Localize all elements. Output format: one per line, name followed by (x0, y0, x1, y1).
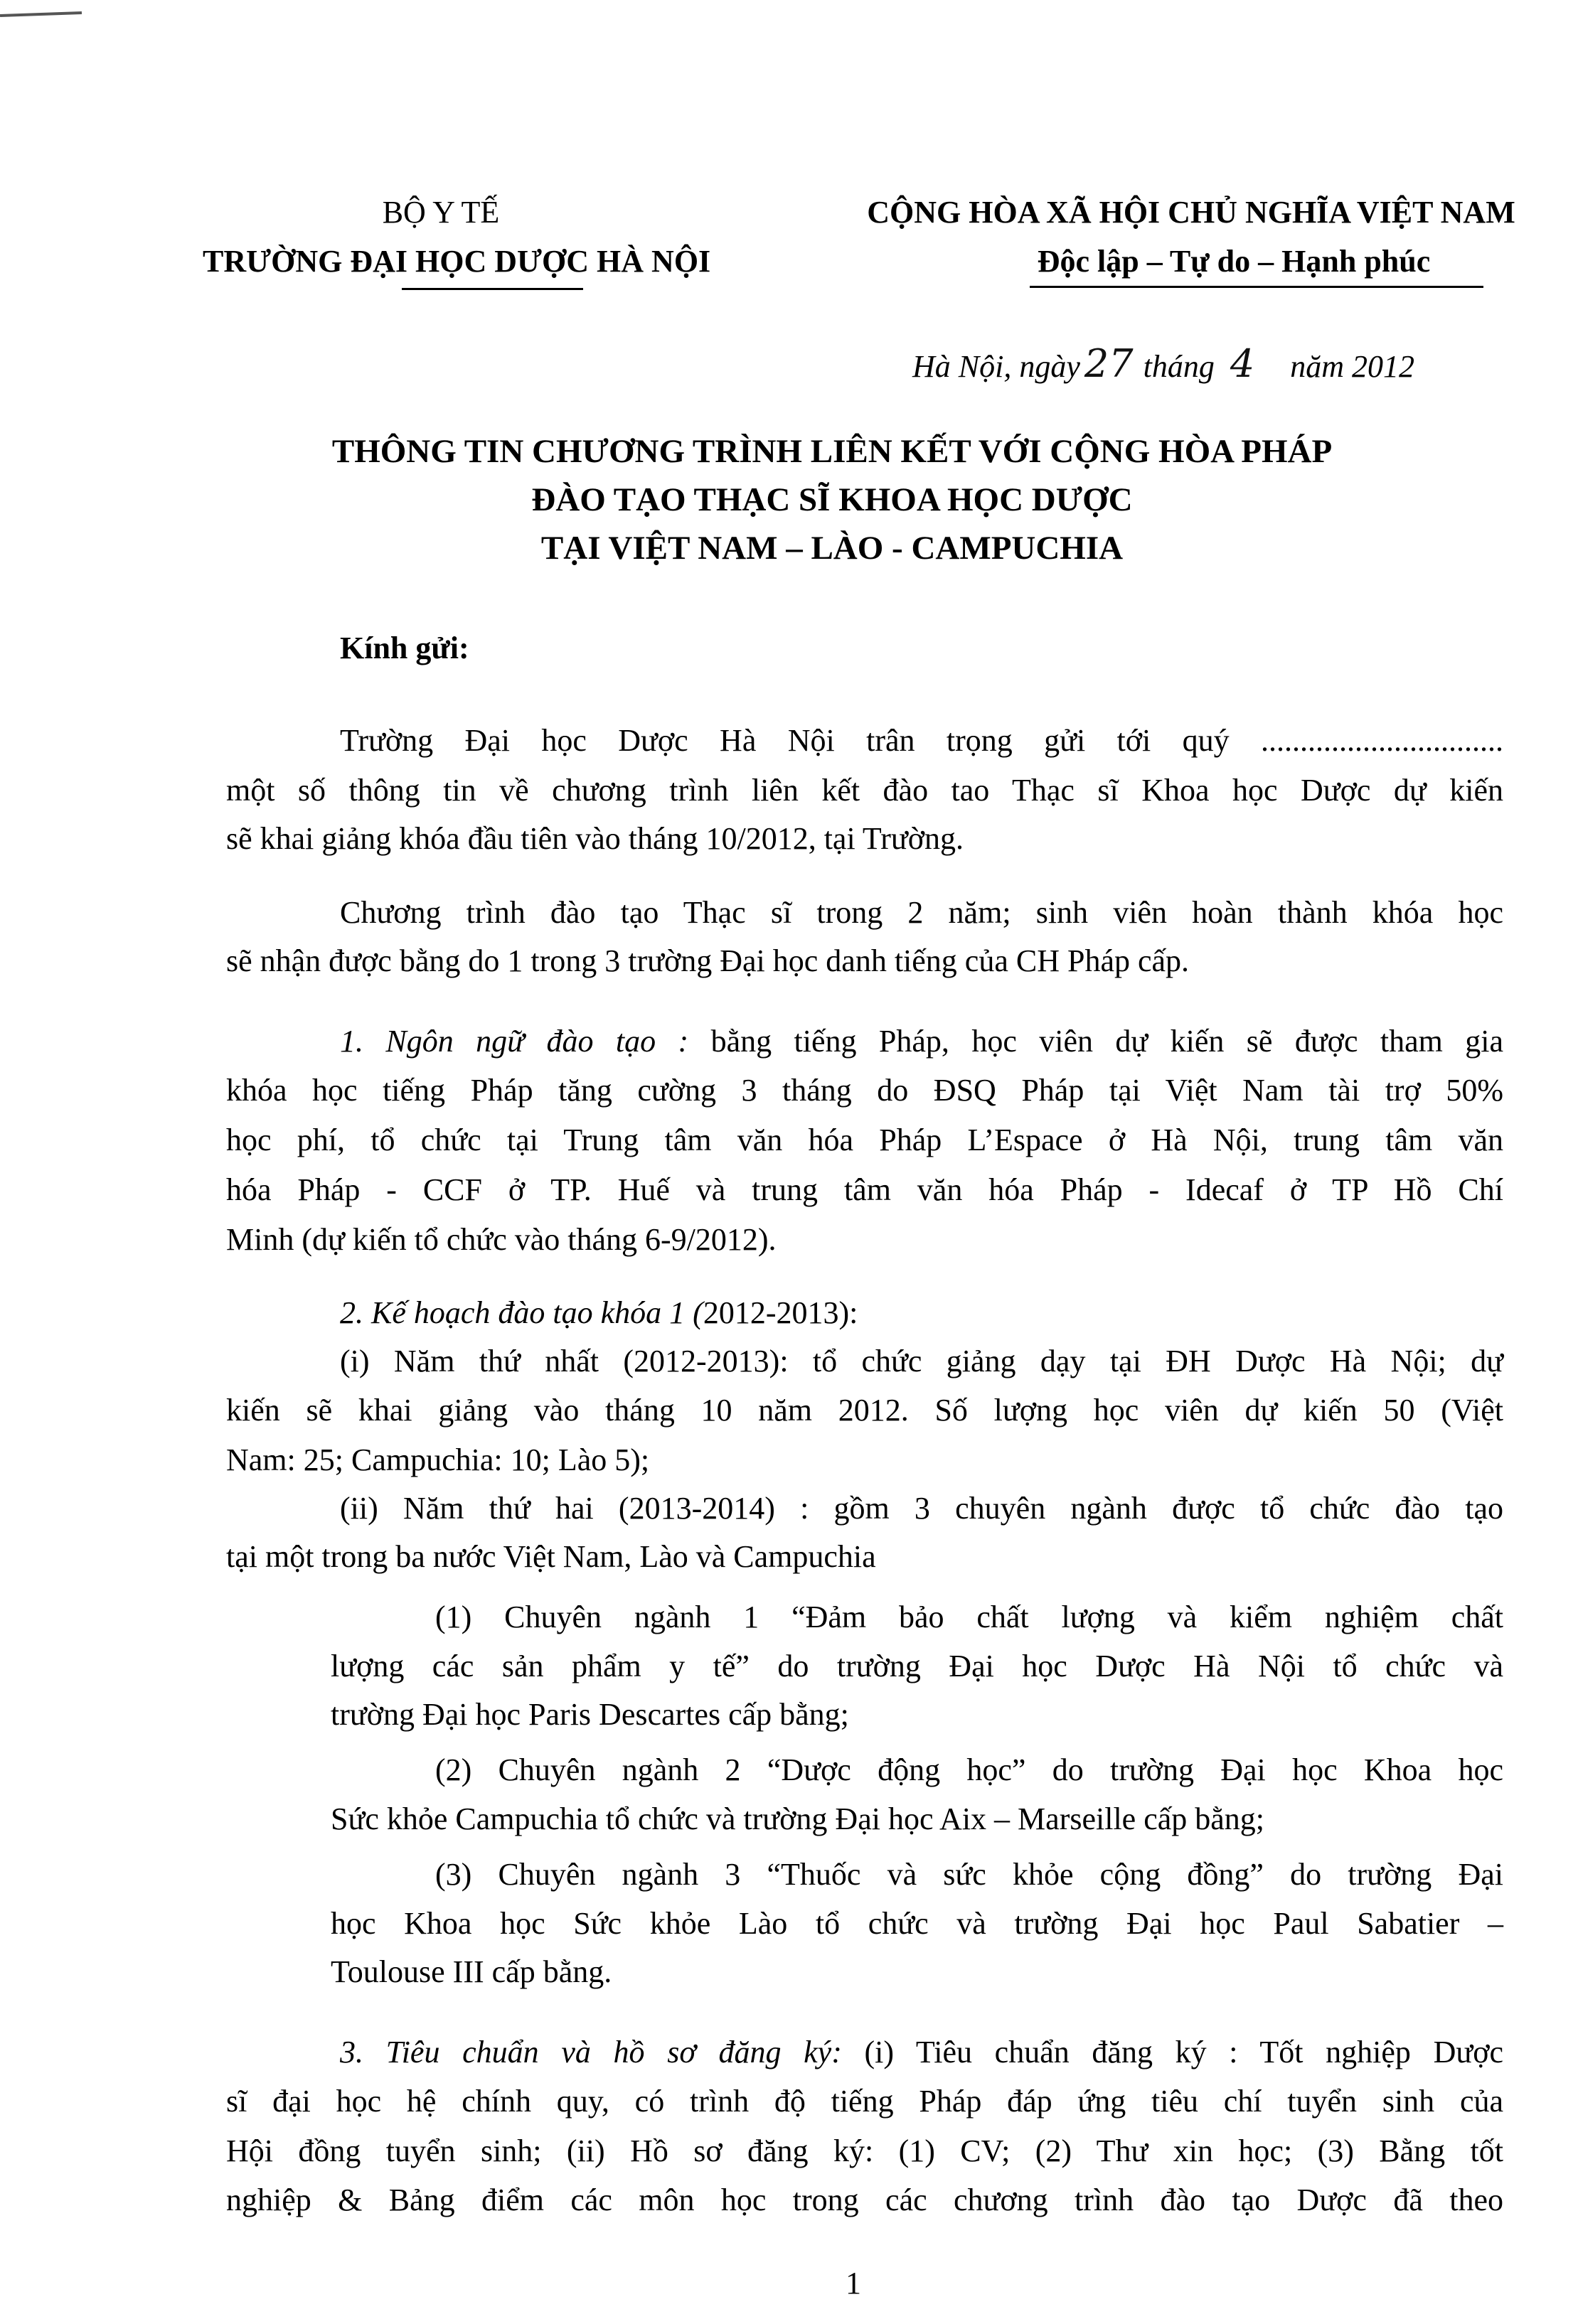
section2-year1-line-1: (i) Năm thứ nhất (2012-2013): tổ chức giảng dạy tại ĐH Dược Hà Nội; dự (340, 1344, 1503, 1378)
section2-year1-line-3: Nam: 25; Campuchia: 10; Lào 5); (226, 1442, 650, 1477)
date-day-handwritten: 27 (1084, 341, 1134, 386)
date-year: năm 2012 (1290, 349, 1414, 384)
scan-artifact-line (0, 11, 82, 17)
salutation: Kính gửi: (340, 631, 469, 665)
specialty-1-line-3: trường Đại học Paris Descartes cấp bằng; (331, 1697, 849, 1732)
section2-heading: 2. Kế hoạch đào tạo khóa 1 ( (340, 1295, 703, 1330)
section3-line-2: sĩ đại học hệ chính quy, có trình độ tiếng Pháp đáp ứng tiêu chí tuyển sinh của (226, 2084, 1503, 2119)
section3-heading: 3. Tiêu chuẩn và hồ sơ đăng ký: (340, 2035, 842, 2069)
specialty-2-line-1: (2) Chuyên ngành 2 “Dược động học” do trường Đại học Khoa học (435, 1752, 1503, 1787)
date-month-label: tháng (1143, 349, 1215, 384)
section3-line-4: nghiệp & Bảng điểm các môn học trong các chương trình đào tạo Dược đã theo (226, 2183, 1503, 2217)
section1-line-1 (340, 1026, 1503, 1057)
specialty-2-line-2: Sức khỏe Campuchia tổ chức và trường Đại học Aix – Marseille cấp bằng; (331, 1801, 1265, 1836)
specialty-1-line-2: lượng các sản phẩm y tế” do trường Đại học Dược Hà Nội tổ chức và (331, 1649, 1503, 1683)
para1-line-2: một số thông tin về chương trình liên kết đào tao Thạc sĩ Khoa học Dược dự kiến (226, 773, 1503, 808)
document-title-line-2: ĐÀO TẠO THẠC SĨ KHOA HỌC DƯỢC (531, 481, 1133, 518)
section2-year1-line-2: kiến sẽ khai giảng vào tháng 10 năm 2012. Số lượng học viên dự kiến 50 (Việt (226, 1393, 1503, 1428)
specialty-1-line-1: (1) Chuyên ngành 1 “Đảm bảo chất lượng và kiểm nghiệm chất (435, 1600, 1503, 1634)
section2-heading-line (340, 1297, 858, 1329)
ministry-name: BỘ Y TẾ (382, 195, 500, 230)
document-title-line-3: TẠI VIỆT NAM – LÀO - CAMPUCHIA (540, 530, 1124, 567)
section1-line-2: khóa học tiếng Pháp tăng cường 3 tháng do ĐSQ Pháp tại Việt Nam tài trợ 50% (226, 1073, 1503, 1108)
date-prefix: Hà Nội, ngày (912, 349, 1080, 384)
para1-line-1: Trường Đại học Dược Hà Nội trân trọng gửi tới quý ............................... (340, 723, 1503, 758)
specialty-3-line-3: Toulouse III cấp bằng. (331, 1954, 612, 1989)
specialty-3-line-2: học Khoa học Sức khỏe Lào tổ chức và trường Đại học Paul Sabatier – (331, 1906, 1503, 1941)
nation-name: CỘNG HÒA XÃ HỘI CHỦ NGHĨA VIỆT NAM (867, 195, 1515, 230)
motto-underline (1030, 286, 1483, 288)
section1-line-3: học phí, tổ chức tại Trung tâm văn hóa Pháp L’Espace ở Hà Nội, trung tâm văn (226, 1123, 1503, 1157)
section1-line-5: Minh (dự kiến tổ chức vào tháng 6-9/2012). (226, 1222, 777, 1257)
section2-year2-line-2: tại một trong ba nước Việt Nam, Lào và Campuchia (226, 1539, 876, 1574)
page-number: 1 (846, 2266, 861, 2301)
date-line (912, 341, 1414, 386)
university-name: TRƯỜNG ĐẠI HỌC DƯỢC HÀ NỘI (203, 244, 711, 279)
specialty-3-line-1: (3) Chuyên ngành 3 “Thuốc và sức khỏe cộng đồng” do trường Đại (435, 1857, 1503, 1892)
date-month-handwritten: 4 (1230, 341, 1255, 386)
university-underline (402, 288, 583, 290)
section1-line-4: hóa Pháp - CCF ở TP. Huế và trung tâm văn hóa Pháp - Idecaf ở TP Hồ Chí (226, 1172, 1503, 1207)
para1-line-3: sẽ khai giảng khóa đầu tiên vào tháng 10/2012, tại Trường. (226, 821, 964, 856)
para2-line-1: Chương trình đào tạo Thạc sĩ trong 2 năm; sinh viên hoàn thành khóa học (340, 895, 1503, 930)
section1-heading: 1. Ngôn ngữ đào tạo : (340, 1024, 689, 1059)
national-motto: Độc lập – Tự do – Hạnh phúc (1037, 244, 1431, 279)
section3-line-3: Hội đồng tuyển sinh; (ii) Hồ sơ đăng ký: (1) CV; (2) Thư xin học; (3) Bằng tốt (226, 2133, 1503, 2168)
section3-line-1-text: (i) Tiêu chuẩn đăng ký : Tốt nghiệp Dược (841, 2035, 1503, 2069)
section1-line-1-text: bằng tiếng Pháp, học viên dự kiến sẽ được tham gia (688, 1024, 1504, 1059)
document-title-line-1: THÔNG TIN CHƯƠNG TRÌNH LIÊN KẾT VỚI CỘNG HÒA PHÁP (331, 433, 1333, 470)
para2-line-2: sẽ nhận được bằng do 1 trong 3 trường Đại học danh tiếng của CH Pháp cấp. (226, 943, 1190, 978)
section2-heading-years: 2012-2013): (703, 1295, 858, 1330)
section3-line-1 (340, 2037, 1503, 2068)
section2-year2-line-1: (ii) Năm thứ hai (2013-2014) : gồm 3 chuyên ngành được tổ chức đào tạo (340, 1491, 1503, 1526)
